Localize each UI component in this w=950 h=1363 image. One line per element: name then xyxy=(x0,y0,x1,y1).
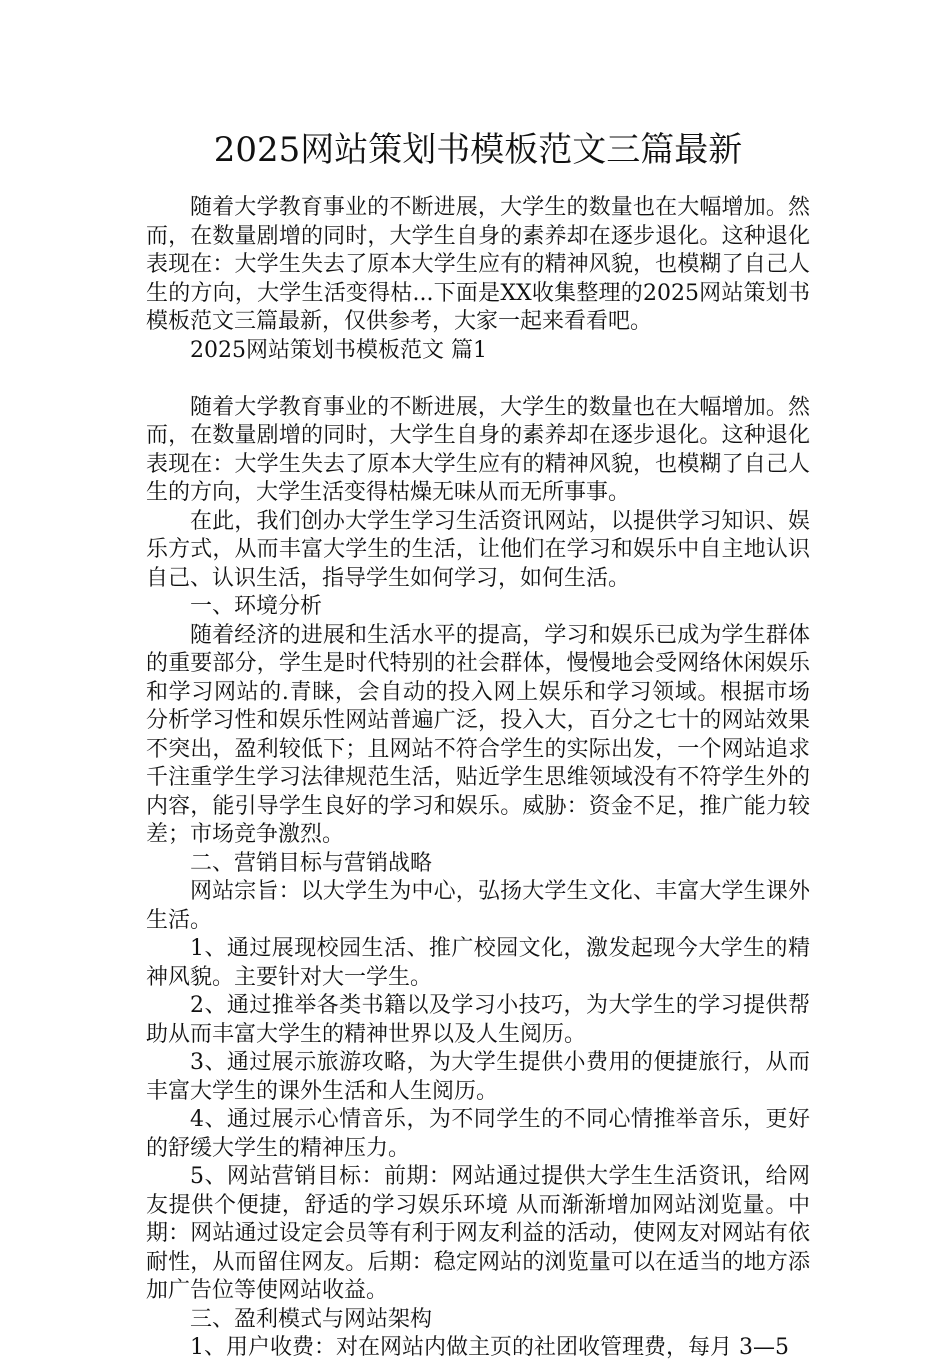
list-item-goal-4: 4、通过展示心情音乐，为不同学生的不同心情推举音乐，更好的舒缓大学生的精神压力。 xyxy=(146,1107,810,1161)
list-item-goal-2: 2、通过推举各类书籍以及学习小技巧，为大学生的学习提供帮助从而丰富大学生的精神世界以及人生阅历。 xyxy=(146,993,810,1047)
paragraph-site-purpose: 网站宗旨：以大学生为中心，弘扬大学生文化、丰富大学生课外生活。 xyxy=(146,879,810,933)
heading-marketing-goals: 二、营销目标与营销战略 xyxy=(190,850,433,876)
document-title: 2025网站策划书模板范文三篇最新 xyxy=(213,130,743,170)
list-item-goal-1: 1、通过展现校园生活、推广校园文化，激发起现今大学生的精神风貌。主要针对大一学生。 xyxy=(146,936,810,990)
intro-paragraph: 随着大学教育事业的不断进展，大学生的数量也在大幅增加。然而，在数量剧增的同时，大学生自身的素养却在逐步退化。这种退化表现在：大学生失去了原本大学生应有的精神风貌，也模糊了自己人生的方向，大学生活变得枯...下面是XX收集整理的2025网站策划书模板范文三篇最新，仅供参考，大家一起来看看吧。 xyxy=(146,195,810,334)
heading-environment-analysis: 一、环境分析 xyxy=(190,594,323,619)
document-page xyxy=(146,128,810,1363)
list-item-user-fees: 1、用户收费：对在网站内做主页的社团收管理费，每月 3—5 xyxy=(190,1335,789,1360)
paragraph-background: 随着大学教育事业的不断进展，大学生的数量也在大幅增加。然而，在数量剧增的同时，大学生自身的素养却在逐步退化。这种退化表现在：大学生失去了原本大学生应有的精神风貌，也模糊了自己人生的方向，大学生活变得枯燥无味从而无所事事。 xyxy=(146,394,810,505)
list-item-goal-5: 5、网站营销目标：前期：网站通过提供大学生生活资讯，给网友提供个便捷，舒适的学习娱乐环境 从而渐渐增加网站浏览量。中期：网站通过设定会员等有利于网友利益的活动，使网友对网站有依耐性，从而留住网友。后期：稳定网站的浏览量可以在适当的地方添加广告位等使网站收益。 xyxy=(146,1164,810,1303)
heading-profit-model: 三、盈利模式与网站架构 xyxy=(190,1306,433,1332)
blank-line xyxy=(146,365,810,394)
list-item-goal-3: 3、通过展示旅游攻略，为大学生提供小费用的便捷旅行，从而丰富大学生的课外生活和人生阅历。 xyxy=(146,1050,810,1104)
paragraph-purpose: 在此，我们创办大学生学习生活资讯网站，以提供学习知识、娱乐方式，从而丰富大学生的生活，让他们在学习和娱乐中自主地认识自己、认识生活，指导学生如何学习，如何生活。 xyxy=(146,508,810,591)
section-title: 2025网站策划书模板范文 篇1 xyxy=(190,337,487,363)
paragraph-environment: 随着经济的进展和生活水平的提高，学习和娱乐已成为学生群体的重要部分，学生是时代特别的社会群体，慢慢地会受网络休闲娱乐和学习网站的.青睐，会自动的投入网上娱乐和学习领域。根据市场分析学习性和娱乐性网站普遍广泛，投入大，百分之七十的网站效果不突出，盈利较低下；且网站不符合学生的实际出发，一个网站追求千注重学生学习法律规范生活，贴近学生思维领域没有不符学生外的内容，能引导学生良好的学习和娱乐。威胁：资金不足，推广能力较差；市场竞争激烈。 xyxy=(146,622,810,847)
